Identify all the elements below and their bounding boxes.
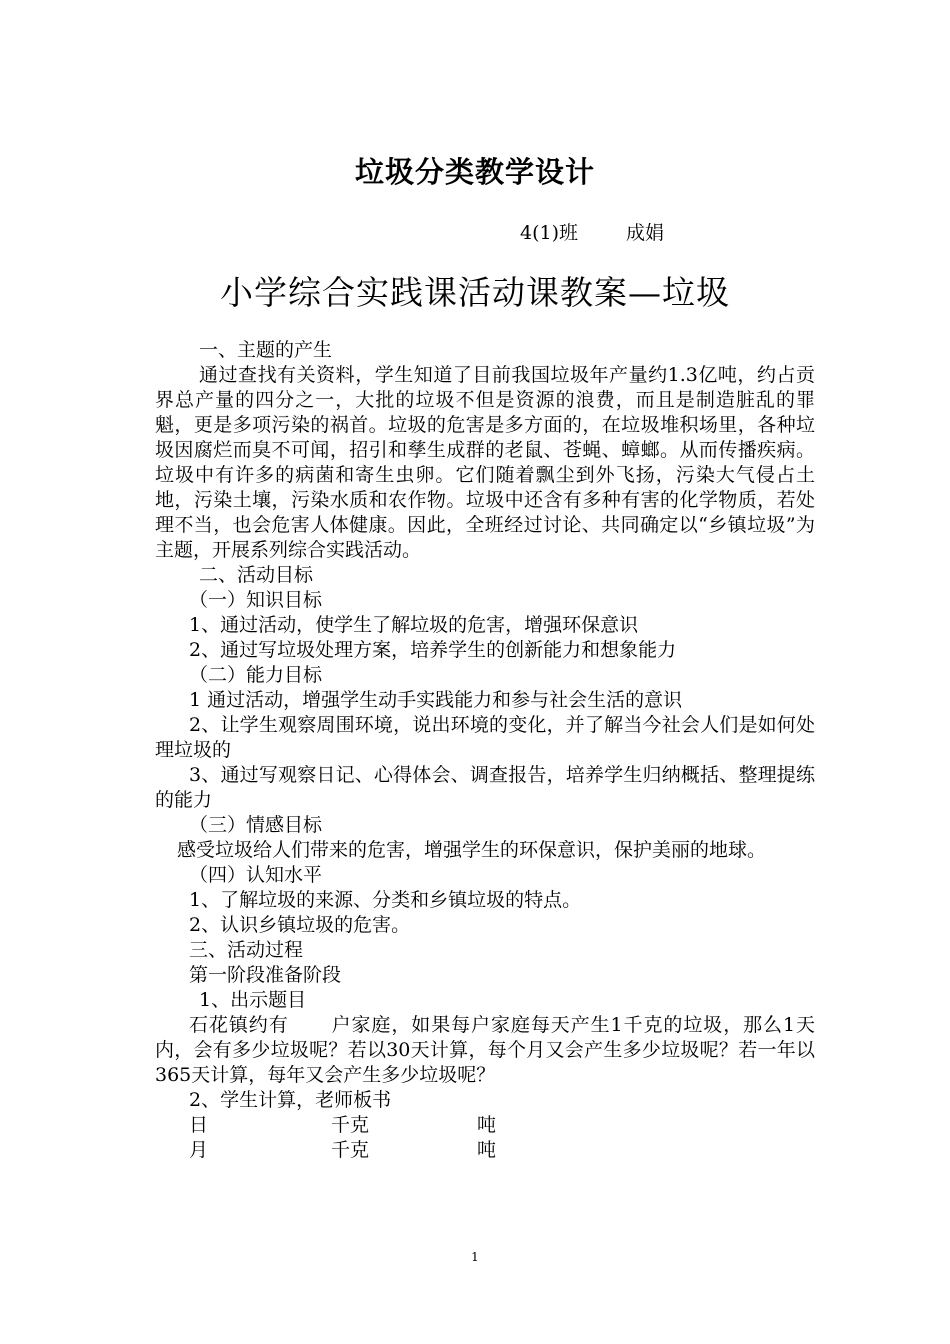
subsection-heading: （四）认知水平 [189, 864, 323, 886]
section-heading: 三、活动过程 [189, 939, 304, 961]
page-number: 1 [471, 1250, 479, 1264]
document-title: 垃圾分类教学设计 [354, 155, 595, 189]
section-heading: 一、主题的产生 [199, 339, 333, 361]
paragraph: 感受垃圾给人们带来的危害，增强学生的环保意识，保护美丽的地球。 [177, 839, 767, 861]
byline [520, 218, 664, 245]
paragraph: 通过查找有关资料，学生知道了目前我国垃圾年产量约1.3亿吨，约占贡界总产量的四分之一，大批的垃圾不但是资源的浪费，而且是制造脏乱的罪魁，更是多项污染的祸首。垃圾的危害是多方面的，在垃圾堆积场里，各种垃圾因腐烂而臭不可闻，招引和孳生成群的老鼠、苍蝇、蟑螂。从而传播疾病。垃圾中有许多的病菌和寄生虫卵。它们随着飘尘到外飞扬，污染大气侵占土地，污染土壤，污染水质和农作物。垃圾中还含有多种有害的化学物质，若处理不当，也会危害人体健康。因此，全班经过讨论、共同确定以“乡镇垃圾”为主题，开展系列综合实践活动。 [155, 364, 815, 561]
list-item: 2、认识乡镇垃圾的危害。 [189, 914, 411, 936]
stage-heading: 第一阶段准备阶段 [189, 964, 342, 986]
ton-cell: 吨 [477, 1114, 497, 1136]
byline-class: 4(1)班 [520, 222, 579, 244]
list-item: 1 通过活动，增强学生动手实践能力和参与社会生活的意识 [189, 689, 683, 711]
list-item: 1、通过活动，使学生了解垃圾的危害，增强环保意识 [189, 614, 639, 636]
question-part-1: 石花镇约有 [189, 1014, 289, 1036]
kg-cell: 千克 [331, 1114, 370, 1136]
subsection-heading: （一）知识目标 [189, 589, 323, 611]
step-heading: 1、出示题目 [199, 989, 307, 1011]
subsection-heading: （三）情感目标 [189, 814, 323, 836]
ton-cell: 吨 [477, 1139, 497, 1161]
table-row [155, 1113, 815, 1138]
step-heading: 2、学生计算，老师板书 [189, 1089, 392, 1111]
list-item: 1、了解垃圾的来源、分类和乡镇垃圾的特点。 [189, 889, 582, 911]
kg-cell: 千克 [331, 1139, 370, 1161]
document-body [155, 338, 815, 1163]
period-cell: 日 [189, 1114, 209, 1136]
question-part-2: 户家庭，如果每户家庭每天产生1千克的垃圾，那么1天内，会有多少垃圾呢？若以30天计算，每个月又会产生多少垃圾呢？若一年以365天计算，每年又会产生多少垃圾呢？ [155, 1014, 815, 1086]
subsection-heading: （二）能力目标 [189, 664, 323, 686]
table-row [155, 1138, 815, 1163]
lesson-subtitle: 小学综合实践课活动课教案—垃圾 [220, 273, 730, 312]
list-item: 3、通过写观察日记、心得体会、调查报告，培养学生归纳概括、整理提练的能力 [155, 764, 815, 811]
section-heading: 二、活动目标 [199, 564, 314, 586]
list-item: 2、让学生观察周围环境，说出环境的变化，并了解当今社会人们是如何处理垃圾的 [155, 714, 815, 761]
list-item: 2、通过写垃圾处理方案，培养学生的创新能力和想象能力 [189, 639, 677, 661]
question-paragraph [155, 1013, 815, 1088]
period-cell: 月 [189, 1139, 209, 1161]
byline-author: 成娟 [626, 222, 665, 244]
